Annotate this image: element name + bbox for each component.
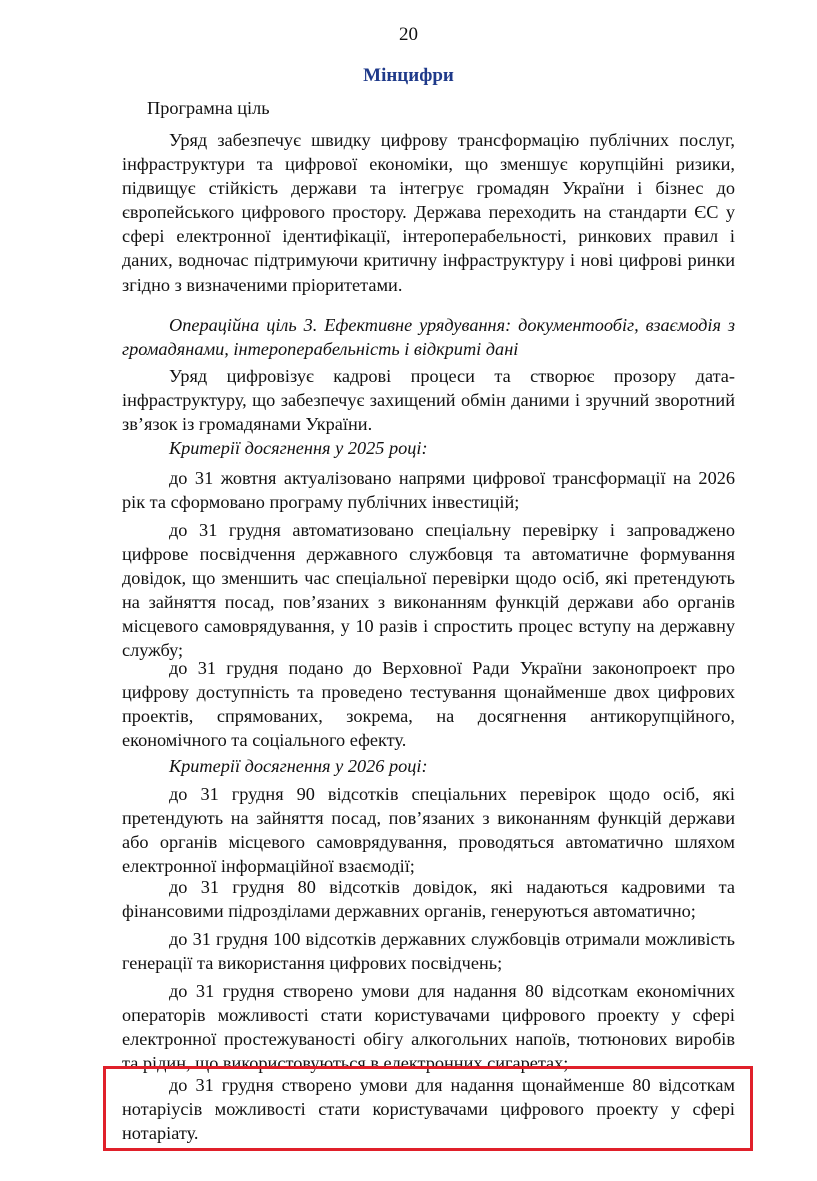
criteria-2025-item-2-block [122,518,735,663]
criteria-2026-item: до 31 грудня 80 відсотків довідок, які надаються кадровими та фінансовими підрозділами державних органів, генеруються автоматично; [122,877,735,922]
criteria-2026-item-3-block [122,927,735,975]
operational-goal-text: Уряд цифровізує кадрові процеси та створює прозору дата-інфраструктуру, що забезпечує захищений обмін даними і зручний зворотний зв’язок із громадянами України. [122,366,735,435]
program-goal-text: Уряд забезпечує швидку цифрову трансформацію публічних послуг, інфраструктури та цифрової економіки, що зменшує корупційні ризики, підвищує стійкість держави та інтегрує громадян України і бізнес до європейського цифрового простору. Держава переходить на стандарти ЄС у сфері електронної ідентифікації, інтероперабельності, ринкових правил і даних, водночас підтримуючи критичну інфраструктуру і нові цифрові ринки згідно з визначеними пріоритетами. [122,130,735,295]
section-heading-block [122,96,735,120]
criteria-2025-heading: Критерії досягнення у 2025 році: [169,438,428,458]
section-heading: Програмна ціль [147,98,270,118]
criteria-2025-item-1-block [122,466,735,514]
program-goal-block [122,128,735,297]
criteria-2026-item: до 31 грудня 100 відсотків державних службовців отримали можливість генерації та використання цифрових посвідчень; [122,929,735,974]
criteria-2025-item: до 31 грудня подано до Верховної Ради України законопроект про цифрову доступність та проведено тестування щонайменше двох цифрових проектів, спрямованих, зокрема, на досягнення антикорупційного, економічного та соціального ефекту. [122,658,735,751]
criteria-2026-item-2-block [122,875,735,923]
page-number: 20 [399,24,418,45]
criteria-2026-item: до 31 грудня створено умови для надання 80 відсоткам економічних операторів можливості стати користувачами цифрового проекту у сфері електронної простежуваності обігу алкогольних напоїв, тютюнових виробів та рідин, що використовуються в електронних сигаретах; [122,981,735,1074]
criteria-2025-item: до 31 грудня автоматизовано спеціальну перевірку і запроваджено цифрове посвідчення державного службовця та автоматичне формування довідок, що зменшить час спеціальної перевірки щодо осіб, які претендують на зайняття посад, пов’язаних з виконанням функцій держави або органів місцевого самоврядування, у 10 разів і спростить процес вступу на державну службу; [122,520,735,661]
operational-goal-block [122,313,735,361]
ministry-heading: Мінцифри [363,65,454,86]
criteria-2025-item: до 31 жовтня актуалізовано напрями цифрової трансформації на 2026 рік та сформовано програму публічних інвестицій; [122,468,735,513]
operational-goal-heading: Операційна ціль 3. Ефективне урядування: документообіг, взаємодія з громадянами, інтероперабельність і відкриті дані [122,315,735,360]
highlight-box [103,1066,753,1151]
criteria-2026-item-4-block [122,979,735,1075]
criteria-2026-item: до 31 грудня 90 відсотків спеціальних перевірок щодо осіб, які претендують на зайняття посад, пов’язаних з виконанням функцій держави або органів місцевого самоврядування, проводяться автоматично шляхом електронної інформаційної взаємодії; [122,784,735,877]
criteria-2026-heading-block [122,754,735,778]
criteria-2025-heading-block [122,436,735,460]
criteria-2026-item-highlighted: до 31 грудня створено умови для надання щонайменше 80 відсоткам нотаріусів можливості стати користувачами цифрового проекту у сфері нотаріату. [122,1075,735,1144]
operational-goal-text-block [122,364,735,436]
criteria-2026-item-1-block [122,782,735,878]
criteria-2026-heading: Критерії досягнення у 2026 році: [169,756,428,776]
criteria-2025-item-3-block [122,656,735,752]
